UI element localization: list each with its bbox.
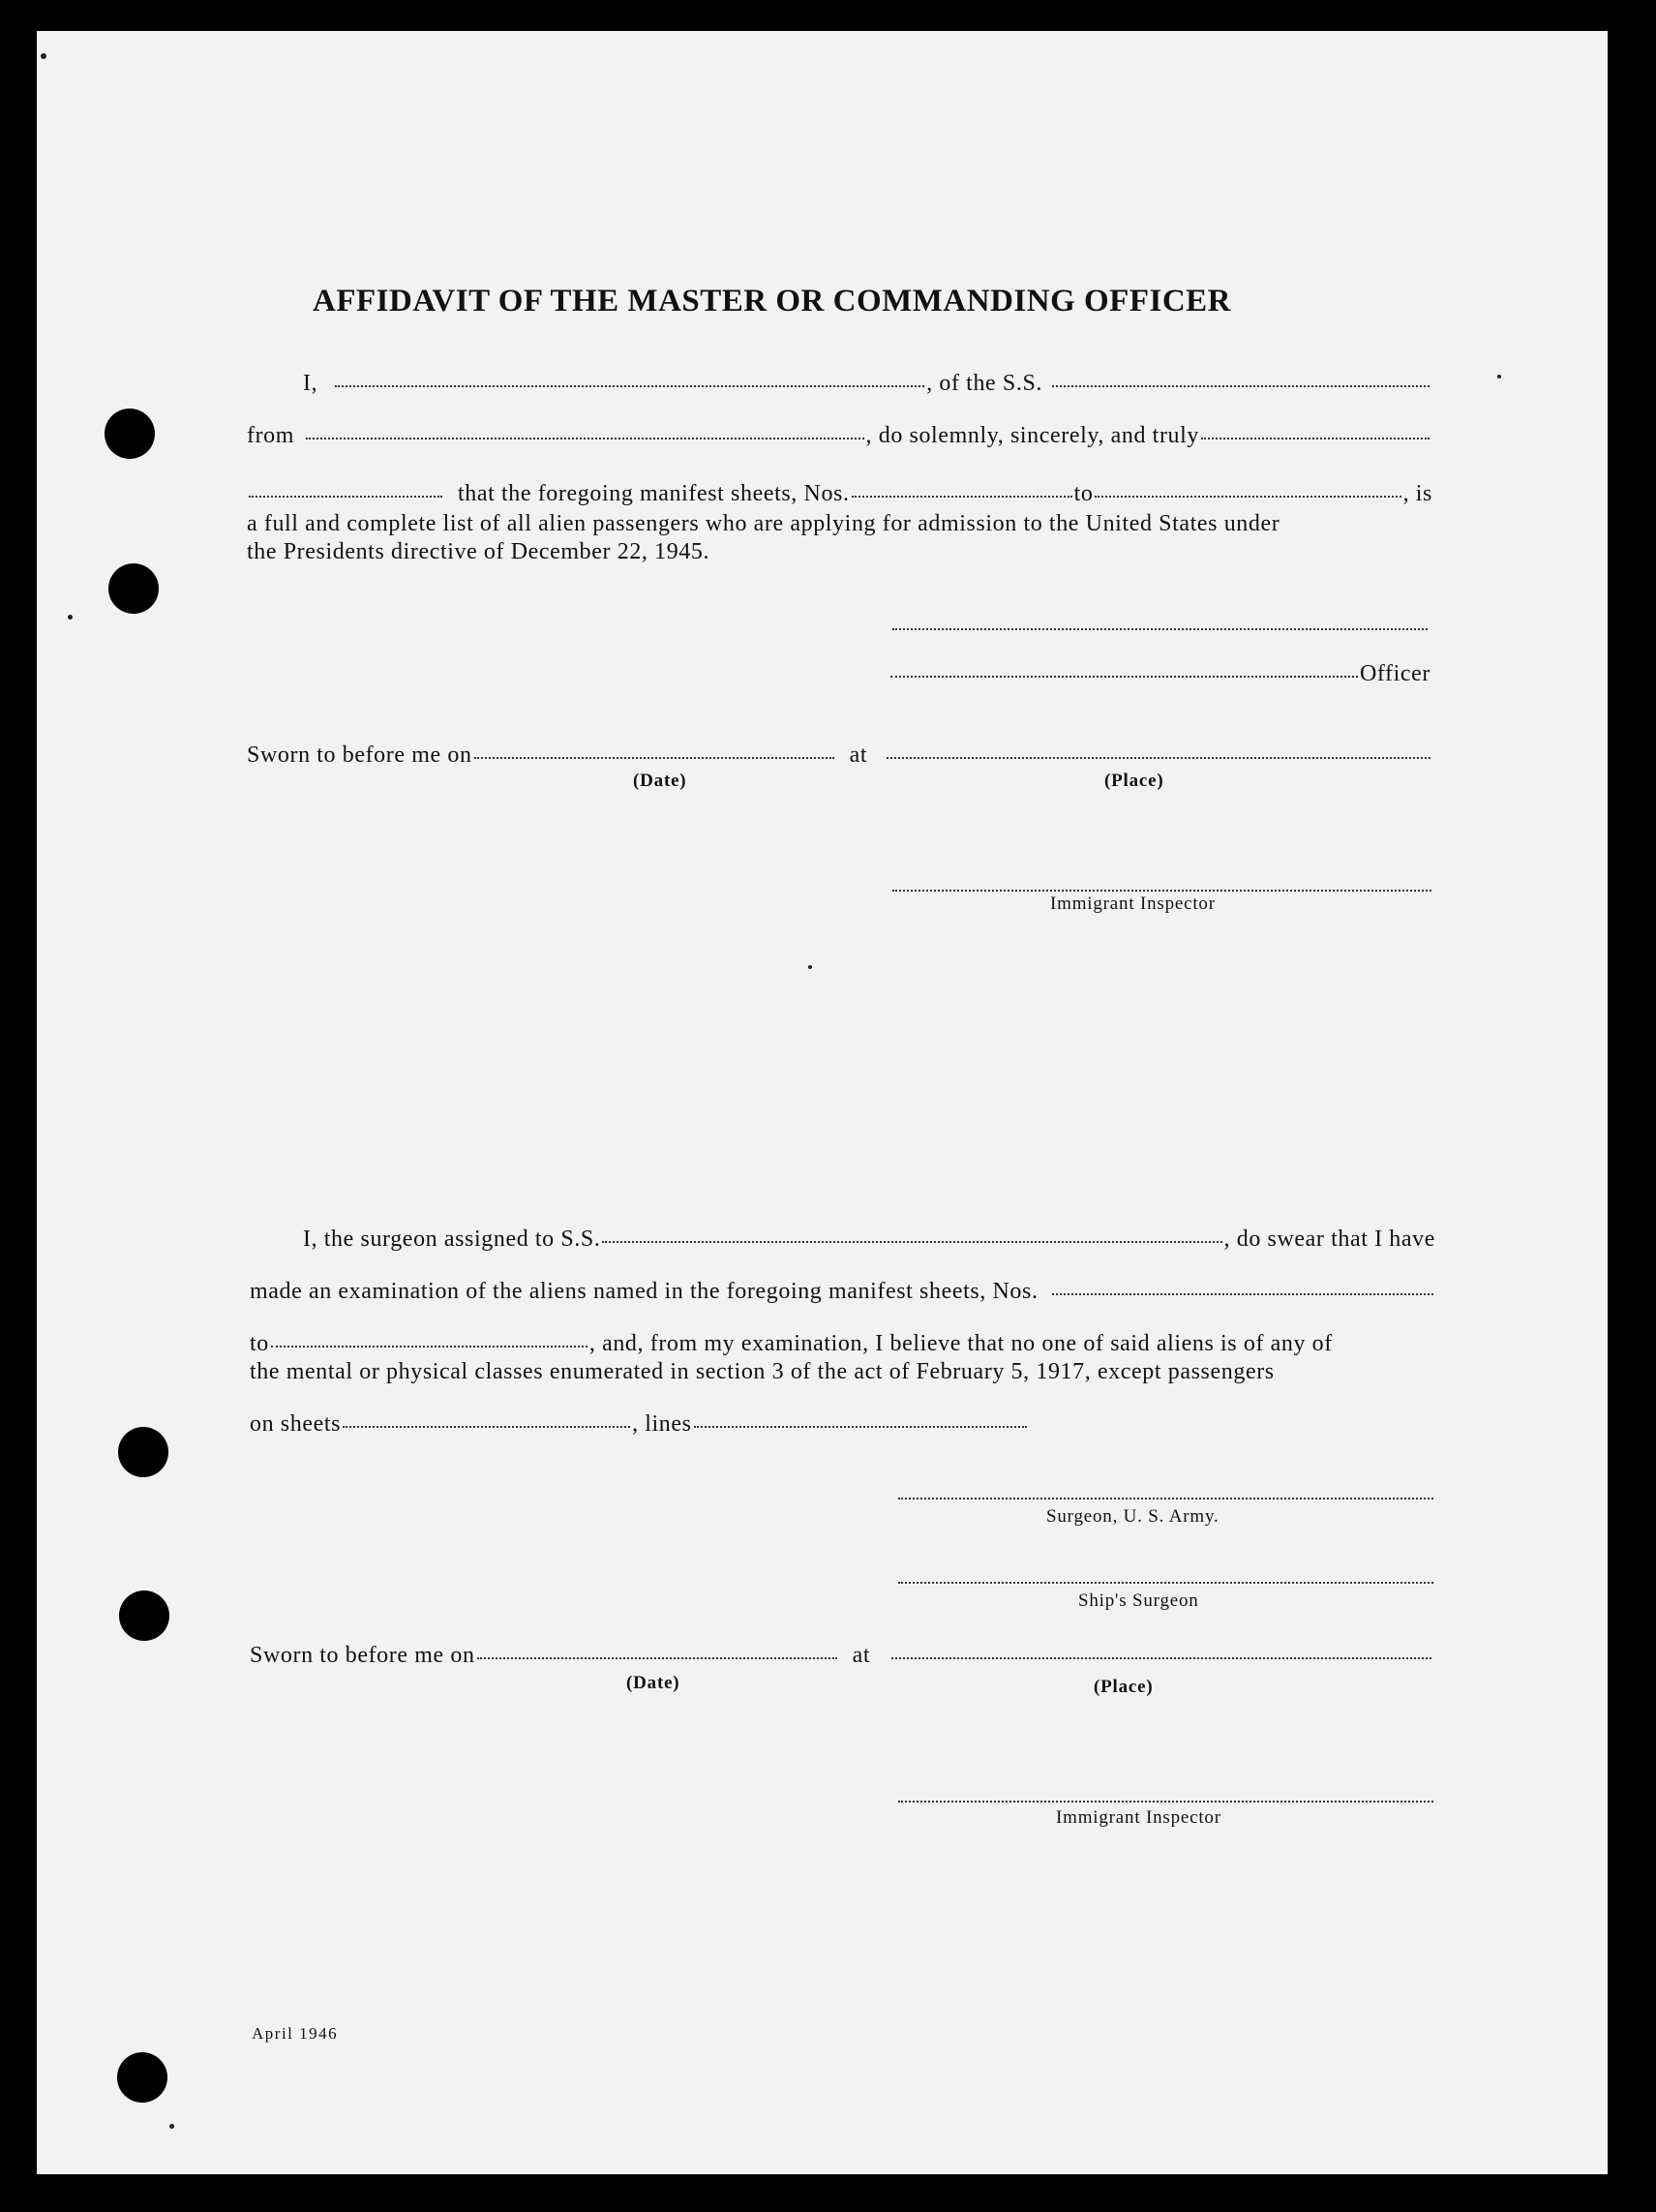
master-l3-to-label: to	[1073, 481, 1094, 506]
surgeon-sheets-field[interactable]	[343, 1425, 630, 1428]
speck	[68, 615, 73, 620]
ship-surgeon-label: Ship's Surgeon	[1078, 1591, 1199, 1611]
master-swear-field[interactable]	[249, 495, 442, 498]
master-date-caption: (Date)	[633, 771, 687, 791]
surgeon-l3-exam-label: , and, from my examination, I believe that no one of said aliens is of any of	[588, 1331, 1333, 1356]
surgeon-l1-label: I, the surgeon assigned to S.S.	[303, 1227, 601, 1252]
master-from-field[interactable]	[306, 437, 863, 439]
master-inspector-label: Immigrant Inspector	[1050, 894, 1216, 914]
surgeon-line-4: the mental or physical classes enumerated in section 3 of the act of February 5, 1917, except passengers	[250, 1359, 1275, 1384]
master-l1-label: I,	[303, 371, 318, 396]
surgeon-line-1	[303, 1227, 1435, 1253]
surgeon-at-label: at	[852, 1643, 871, 1668]
master-l1-ss-label: , of the S.S.	[926, 371, 1042, 396]
punch-hole	[117, 2052, 167, 2103]
army-surgeon-signature-line[interactable]	[898, 1497, 1433, 1500]
master-l3-is-label: , is	[1402, 481, 1432, 506]
surgeon-place-caption: (Place)	[1094, 1677, 1154, 1697]
master-l3-manifest-label: that the foregoing manifest sheets, Nos.	[458, 481, 850, 506]
surgeon-nos-to-field[interactable]	[271, 1345, 587, 1348]
army-surgeon-label: Surgeon, U. S. Army.	[1046, 1506, 1219, 1527]
surgeon-line-2	[250, 1279, 1435, 1305]
punch-hole	[119, 1591, 169, 1641]
surgeon-sworn-line	[250, 1643, 1433, 1669]
surgeon-ship-field[interactable]	[602, 1240, 1221, 1243]
master-name-field[interactable]	[335, 384, 924, 387]
form-title: AFFIDAVIT OF THE MASTER OR COMMANDING OFFICER	[313, 284, 1231, 318]
master-line-5: the Presidents directive of December 22, 1945.	[247, 539, 710, 564]
officer-line	[888, 661, 1430, 687]
footer-date: April 1946	[252, 2024, 339, 2043]
surgeon-inspector-label: Immigrant Inspector	[1056, 1807, 1221, 1828]
punch-hole	[118, 1427, 168, 1477]
master-line-4: a full and complete list of all alien passengers who are applying for admission to the United States under	[247, 511, 1280, 536]
surgeon-l5-lines-label: , lines	[632, 1411, 692, 1437]
master-sworn-place-field[interactable]	[887, 756, 1430, 759]
master-sworn-label: Sworn to before me on	[247, 742, 472, 768]
surgeon-l5-sheets-label: on sheets	[250, 1411, 342, 1437]
surgeon-sworn-date-field[interactable]	[477, 1656, 837, 1659]
master-inspector-signature-line[interactable]	[892, 889, 1431, 892]
surgeon-l1-swear-label: , do swear that I have	[1223, 1227, 1435, 1252]
surgeon-line-5	[250, 1411, 1029, 1438]
master-l2-from-label: from	[247, 423, 295, 448]
master-line-3	[247, 481, 1432, 507]
master-at-label: at	[849, 742, 868, 768]
surgeon-inspector-signature-line[interactable]	[898, 1800, 1433, 1803]
surgeon-lines-field[interactable]	[694, 1425, 1027, 1428]
surgeon-date-caption: (Date)	[626, 1673, 680, 1693]
punch-hole	[108, 563, 159, 614]
master-truly-field[interactable]	[1201, 437, 1430, 439]
speck	[169, 2124, 174, 2129]
form-page	[37, 31, 1608, 2174]
speck	[41, 53, 46, 59]
master-sworn-line	[247, 742, 1432, 769]
officer-label: Officer	[1359, 661, 1430, 686]
surgeon-sworn-label: Sworn to before me on	[250, 1643, 475, 1668]
surgeon-l2-label: made an examination of the aliens named in the foregoing manifest sheets, Nos.	[250, 1279, 1039, 1304]
master-nos-to-field[interactable]	[1095, 495, 1400, 498]
surgeon-nos-from-field[interactable]	[1052, 1292, 1433, 1295]
surgeon-line-3	[250, 1331, 1435, 1357]
master-ship-field[interactable]	[1052, 384, 1430, 387]
master-nos-from-field[interactable]	[852, 495, 1072, 498]
master-signature-line[interactable]	[892, 627, 1428, 630]
speck	[1497, 375, 1501, 379]
master-line-2	[247, 423, 1431, 449]
speck	[808, 965, 812, 969]
punch-hole	[105, 409, 155, 459]
master-line-1	[303, 371, 1431, 397]
master-sworn-date-field[interactable]	[474, 756, 834, 759]
master-l2-solemnly-label: , do solemnly, sincerely, and truly	[865, 423, 1199, 448]
officer-signature-field[interactable]	[890, 675, 1358, 678]
master-place-caption: (Place)	[1104, 771, 1164, 791]
surgeon-l3-to-label: to	[250, 1331, 269, 1356]
ship-surgeon-signature-line[interactable]	[898, 1581, 1433, 1584]
surgeon-sworn-place-field[interactable]	[891, 1656, 1431, 1659]
